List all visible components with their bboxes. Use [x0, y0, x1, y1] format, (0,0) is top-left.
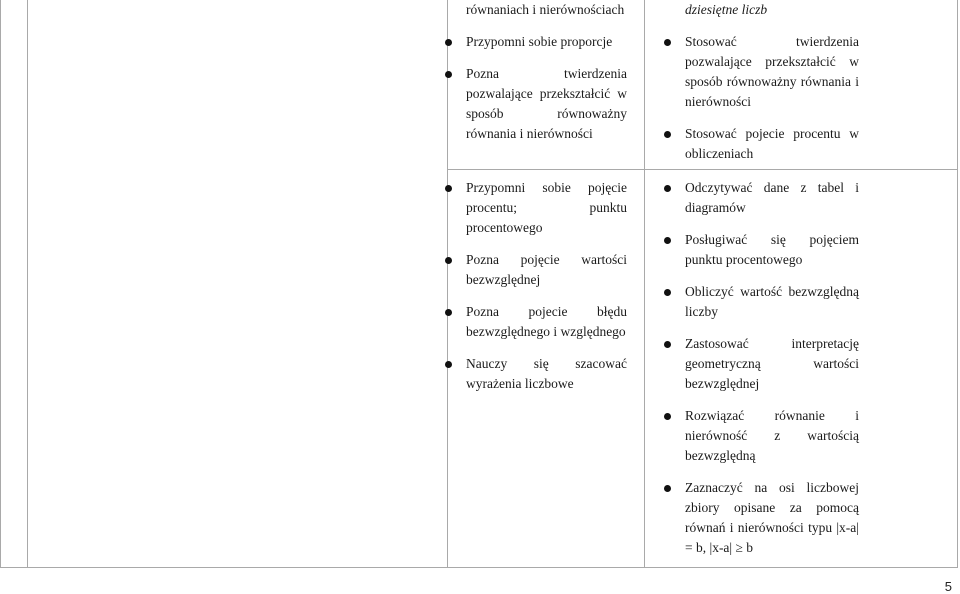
- table-row-divider-col1: [447, 169, 645, 170]
- list-item: Pozna pojecie błędu bezwzględnego i względnego: [445, 302, 627, 342]
- requirements-cell-top: [664, 0, 859, 164]
- list-item: Pozna pojęcie wartości bezwzględnej: [445, 250, 627, 290]
- table-border-left: [0, 0, 1, 568]
- table-border-col0: [27, 0, 28, 568]
- list-item: Stosować pojecie procentu w obliczeniach: [664, 124, 859, 164]
- table-row-divider-col2: [644, 169, 958, 170]
- continued-text: równaniach i nierównościach: [466, 2, 625, 17]
- learning-goals-cell-bottom: [445, 178, 627, 394]
- requirements-cell-bottom: [664, 178, 859, 558]
- table-border-right: [957, 0, 958, 568]
- page-number: 5: [944, 579, 952, 594]
- table-border-bottom: [0, 567, 958, 568]
- list-item: Odczytywać dane z tabel i diagramów: [664, 178, 859, 218]
- table-border-col2: [644, 0, 645, 568]
- list-item: Rozwiązać równanie i nierówność z wartością bezwzględną: [664, 406, 859, 466]
- list-item: Zastosować interpretację geometryczną wartości bezwzględnej: [664, 334, 859, 394]
- list-item: Nauczy się szacować wyrażenia liczbowe: [445, 354, 627, 394]
- list-item: Zaznaczyć na osi liczbowej zbiory opisane za pomocą równań i nierówności typu |x-a| = b, |x-a| ≥ b: [664, 478, 859, 558]
- list-item: Obliczyć wartość bezwzględną liczby: [664, 282, 859, 322]
- list-item: Pozna twierdzenia pozwalające przekształcić w sposób równoważny równania i nierówności: [445, 64, 627, 144]
- list-item: Przypomni sobie pojęcie procentu; punktu procentowego: [445, 178, 627, 238]
- list-item: Posługiwać się pojęciem punktu procentowego: [664, 230, 859, 270]
- learning-goals-cell-top: [445, 0, 627, 144]
- list-item: Przypomni sobie proporcje: [445, 32, 627, 52]
- list-item: Stosować twierdzenia pozwalające przekształcić w sposób równoważny równania i nierówności: [664, 32, 859, 112]
- continued-text: dziesiętne liczb: [685, 2, 768, 17]
